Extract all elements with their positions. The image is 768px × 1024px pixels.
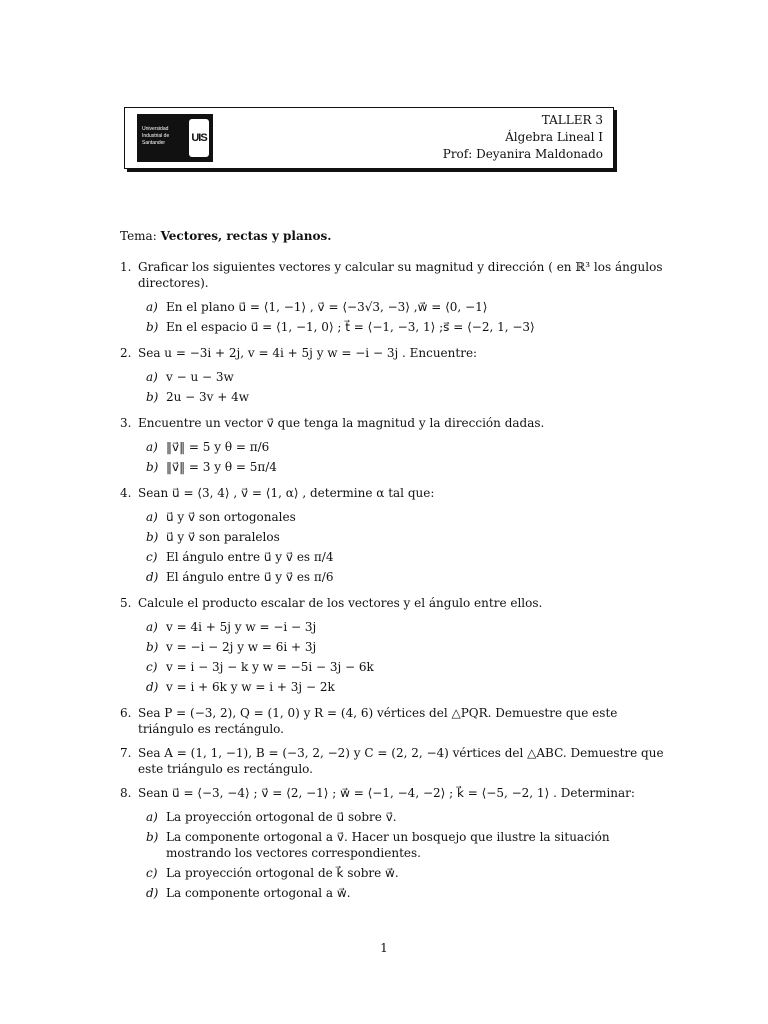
problem-1 (120, 259, 665, 291)
topic-value: Vectores, rectas y planos. (160, 229, 332, 243)
part-text: 2u − 3v + 4w (166, 390, 250, 404)
logo-text: Universidad Industrial de Santander (142, 126, 170, 146)
part-label: d) (146, 680, 159, 694)
part-text: En el espacio u⃗ = ⟨1, −1, 0⟩ ; t⃗ = ⟨−1, −3, 1⟩ ;s⃗ = ⟨−2, 1, −3⟩ (166, 320, 535, 334)
problem-6 (120, 705, 665, 737)
problem-parts (146, 619, 665, 695)
problem-5 (120, 595, 665, 611)
problem-parts (146, 369, 665, 405)
problem-8 (120, 785, 665, 801)
problem-part (146, 809, 665, 825)
part-text: La proyección ortogonal de k⃗ sobre w⃗. (166, 866, 399, 880)
part-text: La componente ortogonal a v⃗. Hacer un bosquejo que ilustre la situación mostrando los vectores correspondientes. (166, 830, 610, 860)
problem-text: Encuentre un vector v⃗ que tenga la magnitud y la dirección dadas. (138, 416, 545, 430)
problem-number: 5. (120, 596, 132, 610)
part-label: a) (146, 440, 158, 454)
problem-number: 1. (120, 260, 132, 274)
problem-part (146, 865, 665, 881)
part-text: El ángulo entre u⃗ y v⃗ es π/6 (166, 570, 334, 584)
problem-list (120, 259, 665, 901)
problem-part (146, 439, 665, 455)
part-label: a) (146, 510, 158, 524)
problem-number: 4. (120, 486, 132, 500)
problem-text: Graficar los siguientes vectores y calcular su magnitud y dirección ( en ℝ³ los ángulos directores). (138, 260, 663, 290)
part-text: ‖v⃗‖ = 5 y θ = π/6 (166, 440, 270, 454)
problem-part (146, 369, 665, 385)
part-label: b) (146, 390, 159, 404)
problem-part (146, 569, 665, 585)
part-text: v = 4i + 5j y w = −i − 3j (166, 620, 317, 634)
part-label: a) (146, 370, 158, 384)
problem-part (146, 299, 665, 315)
professor-name: Prof: Deyanira Maldonado (442, 147, 603, 161)
part-text: El ángulo entre u⃗ y v⃗ es π/4 (166, 550, 334, 564)
part-label: a) (146, 620, 158, 634)
worksheet-title: TALLER 3 (541, 113, 603, 127)
part-label: b) (146, 830, 159, 844)
part-label: b) (146, 320, 159, 334)
problem-text: Sea u = −3i + 2j, v = 4i + 5j y w = −i − 3j . Encuentre: (138, 346, 478, 360)
problem-part (146, 389, 665, 405)
problem-part (146, 639, 665, 655)
problem-parts (146, 439, 665, 475)
header-box (124, 107, 614, 169)
problem-4 (120, 485, 665, 501)
problem-text: Sea P = (−3, 2), Q = (1, 0) y R = (4, 6) vértices del △PQR. Demuestre que este triángulo es rectángulo. (138, 706, 618, 736)
part-text: v = i − 3j − k y w = −5i − 3j − 6k (166, 660, 374, 674)
part-text: v = i + 6k y w = i + 3j − 2k (166, 680, 335, 694)
part-label: b) (146, 460, 159, 474)
topic-line (120, 228, 665, 244)
problem-part (146, 549, 665, 565)
part-text: ‖v⃗‖ = 3 y θ = 5π/4 (166, 460, 277, 474)
part-label: d) (146, 886, 159, 900)
part-label: b) (146, 640, 159, 654)
part-label: d) (146, 570, 159, 584)
part-text: La componente ortogonal a w⃗. (166, 886, 351, 900)
problem-3 (120, 415, 665, 431)
part-text: La proyección ortogonal de u⃗ sobre v⃗. (166, 810, 397, 824)
part-label: a) (146, 810, 158, 824)
page-number: 1 (380, 941, 388, 955)
problem-part (146, 679, 665, 695)
problem-number: 8. (120, 786, 132, 800)
problem-part (146, 885, 665, 901)
problem-2 (120, 345, 665, 361)
problem-number: 3. (120, 416, 132, 430)
part-text: u⃗ y v⃗ son paralelos (166, 530, 280, 544)
problem-text: Calcule el producto escalar de los vectores y el ángulo entre ellos. (138, 596, 543, 610)
part-text: u⃗ y v⃗ son ortogonales (166, 510, 296, 524)
header-lines (443, 112, 603, 163)
problem-number: 6. (120, 706, 132, 720)
part-label: a) (146, 300, 158, 314)
problem-text: Sean u⃗ = ⟨3, 4⟩ , v⃗ = ⟨1, α⟩ , determine α tal que: (138, 486, 435, 500)
part-label: c) (146, 550, 158, 564)
problem-part (146, 619, 665, 635)
problem-parts (146, 809, 665, 901)
problem-text: Sean u⃗ = ⟨−3, −4⟩ ; v⃗ = ⟨2, −1⟩ ; w⃗ = ⟨−1, −4, −2⟩ ; k⃗ = ⟨−5, −2, 1⟩ . Determinar: (138, 786, 635, 800)
problem-part (146, 459, 665, 475)
problem-part (146, 829, 665, 861)
problem-7 (120, 745, 665, 777)
problem-parts (146, 509, 665, 585)
problem-number: 7. (120, 746, 132, 760)
part-label: b) (146, 530, 159, 544)
problem-text: Sea A = (1, 1, −1), B = (−3, 2, −2) y C = (2, 2, −4) vértices del △ABC. Demuestre que este triángulo es rectángulo. (138, 746, 664, 776)
problem-part (146, 659, 665, 675)
course-name: Álgebra Lineal I (505, 130, 603, 144)
problem-number: 2. (120, 346, 132, 360)
part-label: c) (146, 660, 158, 674)
problem-part (146, 509, 665, 525)
part-text: v = −i − 2j y w = 6i + 3j (166, 640, 317, 654)
problem-part (146, 529, 665, 545)
logo-mark: UIS (189, 119, 209, 157)
problem-part (146, 319, 665, 335)
topic-label: Tema: (120, 229, 157, 243)
problem-parts (146, 299, 665, 335)
worksheet-content (120, 228, 665, 911)
part-text: En el plano u⃗ = ⟨1, −1⟩ , v⃗ = ⟨−3√3, −3⟩ ,w⃗ = ⟨0, −1⟩ (166, 300, 488, 314)
university-logo (137, 114, 213, 162)
part-text: v − u − 3w (166, 370, 234, 384)
part-label: c) (146, 866, 158, 880)
